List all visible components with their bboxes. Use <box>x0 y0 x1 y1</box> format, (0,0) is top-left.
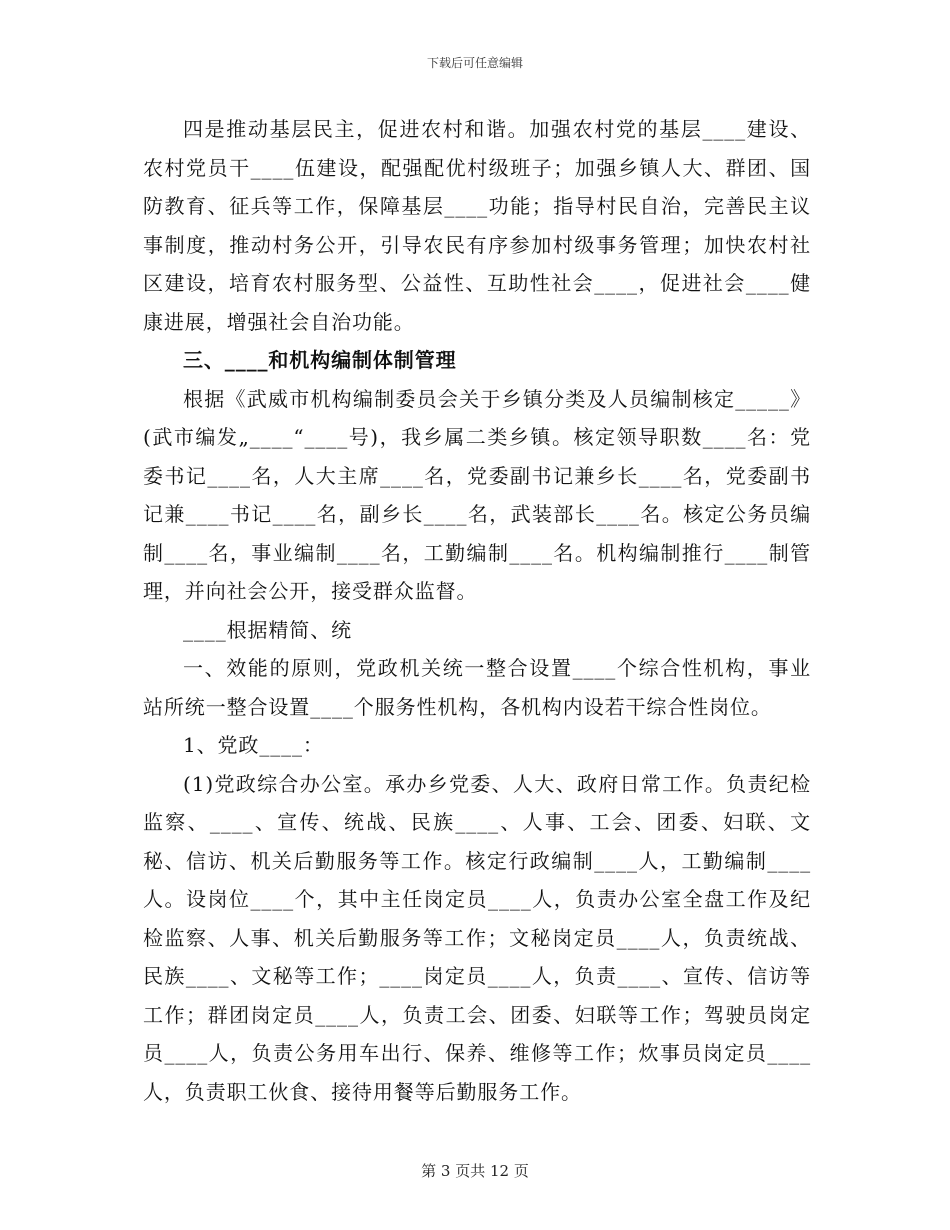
paragraph-principle: ____根据精简、统 <box>183 617 352 642</box>
paragraph-rural-democracy: 四是推动基层民主，促进农村和谐。加强农村党的基层____建设、农村党员干____伍建设，配强配优村级班子；加强乡镇人大、群团、国防教育、征兵等工作，保障基层____功能；指导村民自治，完善民主议事制度，推动村务公开，引导农民有序参加村级事务管理；加快农村社区建设，培育农村服务型、公益性、互助性社会____，促进社会____健康进展，增强社会自治功能。 <box>143 117 811 334</box>
page-header: 下载后可任意编辑 <box>426 56 523 70</box>
section-heading-organization: 三、____和机构编制体制管理 <box>183 348 457 372</box>
paragraph-staffing-quota: 根据《武威市机构编制委员会关于乡镇分类及人员编制核定_____》(武市编发„____“____号)，我乡属二类乡镇。核定领导职数____名：党委书记____名，人大主席____名，党委副书记兼乡长____名，党委副书记兼____书记____名，副乡长____名，武装部长____名。核定公务员编制____名，事业编制____名，工勤编制____名。机构编制推行____制管理，并向社会公开，接受群众监督。 <box>143 386 811 603</box>
paragraph-party-government: 1、党政____： <box>183 733 324 757</box>
paragraph-efficiency: 一、效能的原则，党政机关统一整合设置____个综合性机构，事业站所统一整合设置____个服务性机构，各机构内设若干综合性岗位。 <box>143 656 811 719</box>
page-footer: 第 3 页共 12 页 <box>421 1162 529 1180</box>
document-body <box>143 110 811 1111</box>
paragraph-general-office: (1)党政综合办公室。承办乡党委、人大、政府日常工作。负责纪检监察、____、宣传、统战、民族____、人事、工会、团委、妇联、文秘、信访、机关后勤服务等工作。核定行政编制____人，工勤编制____人。设岗位____个，其中主任岗定员____人，负责办公室全盘工作及纪检监察、人事、机关后勤服务等工作；文秘岗定员____人，负责统战、民族____、文秘等工作；____岗定员____人，负责____、宣传、信访等工作；群团岗定员____人，负责工会、团委、妇联等工作；驾驶员岗定员____人，负责公务用车出行、保养、维修等工作；炊事员岗定员____人，负责职工伙食、接待用餐等后勤服务工作。 <box>143 771 811 1104</box>
